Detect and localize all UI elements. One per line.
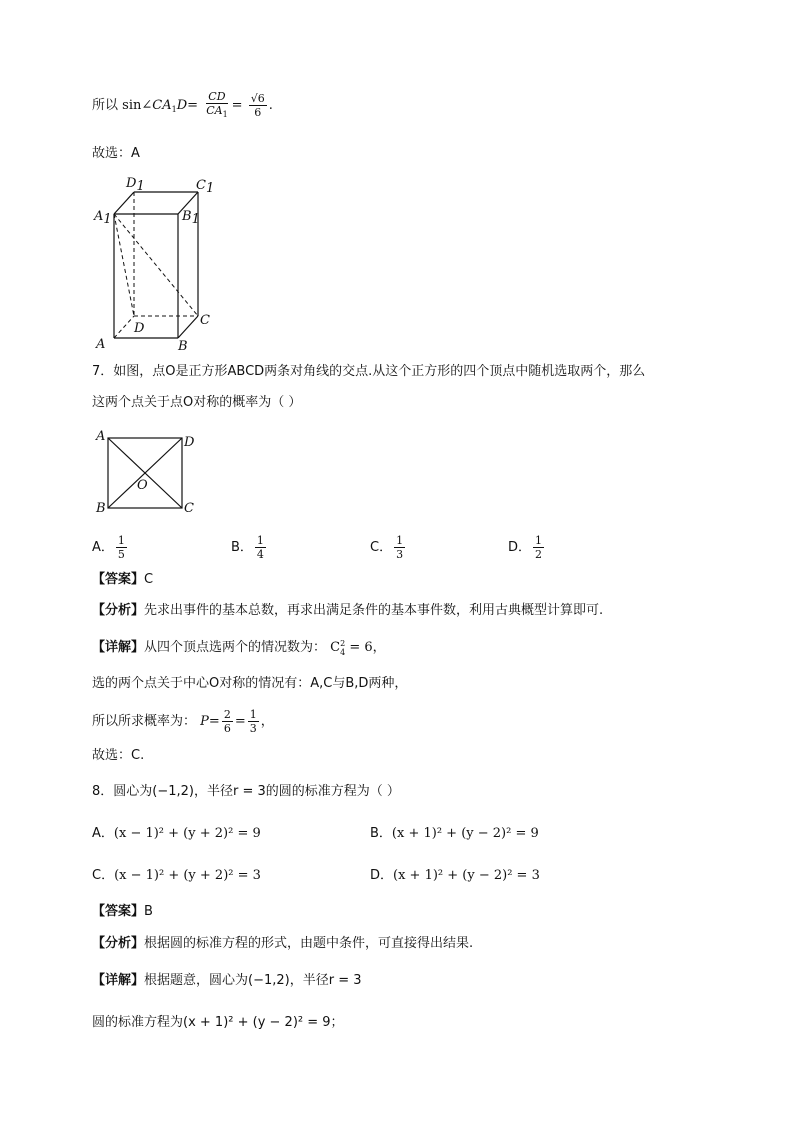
label-D: D: [134, 321, 145, 336]
angle-label-end: D: [176, 98, 188, 113]
label-A: A: [96, 429, 106, 444]
detail-text: 根据题意，圆心为(−1,2)，半径r = 3: [144, 973, 362, 988]
superscript: 2: [340, 638, 346, 648]
label-B: B: [96, 501, 106, 516]
q8-stem: 8．圆心为(−1,2)，半径r = 3的圆的标准方程为（ ）: [92, 784, 400, 799]
detail-tag: 【详解】: [92, 640, 145, 655]
q7-stem-line1: 7．如图，点O是正方形ABCD两条对角线的交点.从这个正方形的四个顶点中随机选取两个，那么: [92, 364, 646, 379]
q7-detail2: 选的两个点关于中心O对称的情况有：A,C与B,D两种，: [92, 676, 408, 691]
q8-option-d[interactable]: D．(x + 1)² + (y − 2)² = 3: [370, 868, 540, 883]
equation-rest: = 6: [345, 640, 373, 655]
q7-option-c[interactable]: C． $\frac{1}{3}$: [370, 534, 404, 561]
q8-option-a[interactable]: A．(x − 1)² + (y + 2)² = 9: [92, 826, 261, 841]
q8-option-c[interactable]: C．(x − 1)² + (y + 2)² = 3: [92, 868, 261, 883]
label-A: A: [96, 337, 106, 352]
p-symbol: P: [200, 714, 209, 729]
conclusion-line: 所以 $\sin\angle CA_1D=$ $\frac{CD}{CA_1}$ = $\frac{√6}{6}$ .: [92, 90, 273, 119]
label-D1: D1: [126, 176, 145, 194]
q7-detail4: 故选：C.: [92, 748, 145, 763]
detail-tag: 【详解】: [92, 973, 145, 988]
q8-analysis: [92, 934, 473, 954]
q7-answer: [92, 570, 153, 590]
answer-tag: 【答案】: [92, 904, 145, 919]
denominator: 6: [254, 106, 262, 119]
fraction-sqrt6-6: [249, 92, 267, 119]
label-D: D: [184, 435, 195, 450]
analysis-text: 根据圆的标准方程的形式，由题中条件，可直接得出结果.: [144, 936, 474, 951]
q8-detail2: 圆的标准方程为(x + 1)² + (y − 2)² = 9；: [92, 1015, 344, 1030]
answer-value: B: [144, 904, 153, 919]
analysis-tag: 【分析】: [92, 603, 145, 618]
text: 所以: [92, 98, 119, 113]
period: .: [268, 98, 273, 113]
choice-line: 故选：A: [92, 146, 140, 161]
q7-option-b[interactable]: B． $\frac{1}{4}$: [231, 534, 264, 561]
label-B: B: [178, 339, 188, 352]
subscript: 1: [222, 110, 228, 119]
fraction-cd-ca1: [204, 90, 229, 121]
q7-stem-line2: 这两个点关于点O对称的概率为（ ）: [92, 395, 302, 410]
equals: =: [187, 98, 199, 113]
label-O: O: [137, 478, 148, 493]
subscript: 1: [171, 105, 177, 114]
q7-detail3: 所以所求概率为： P= $\frac{2}{6}$ = $\frac{1}{3}$ ，: [92, 708, 274, 735]
analysis-text: 先求出事件的基本总数，再求出满足条件的基本事件数，利用古典概型计算即可.: [144, 603, 604, 618]
q7-option-d[interactable]: D． $\frac{1}{2}$: [508, 534, 543, 561]
label-A1: A1: [94, 209, 112, 227]
q7-analysis: [92, 601, 603, 621]
angle-label: CA: [152, 98, 172, 113]
subscript: 4: [340, 647, 346, 657]
sin-symbol: sin∠: [122, 98, 153, 113]
prism-figure: [90, 172, 230, 352]
answer-tag: 【答案】: [92, 572, 145, 587]
label-C: C: [184, 501, 194, 516]
detail-text: 从四个顶点选两个的情况数为：: [144, 640, 327, 655]
answer-value: C: [144, 572, 154, 587]
analysis-tag: 【分析】: [92, 936, 145, 951]
q8-option-b[interactable]: B．(x + 1)² + (y − 2)² = 9: [370, 826, 539, 841]
square-figure: [92, 426, 212, 518]
q7-option-a[interactable]: A． $\frac{1}{5}$: [92, 534, 125, 561]
q8-answer: [92, 902, 153, 922]
q7-detail1: 【详解】从四个顶点选两个的情况数为： C 2 4 = 6，: [92, 638, 386, 657]
numerator: √6: [250, 92, 265, 105]
label-C1: C1: [196, 178, 215, 196]
label-C: C: [200, 313, 210, 328]
q8-detail1: [92, 971, 362, 991]
numerator: CD: [208, 90, 226, 103]
combination-symbol: C: [330, 640, 341, 655]
denominator: CA: [206, 104, 223, 117]
detail-text: 所以所求概率为：: [92, 714, 197, 729]
label-B1: B1: [182, 209, 200, 227]
